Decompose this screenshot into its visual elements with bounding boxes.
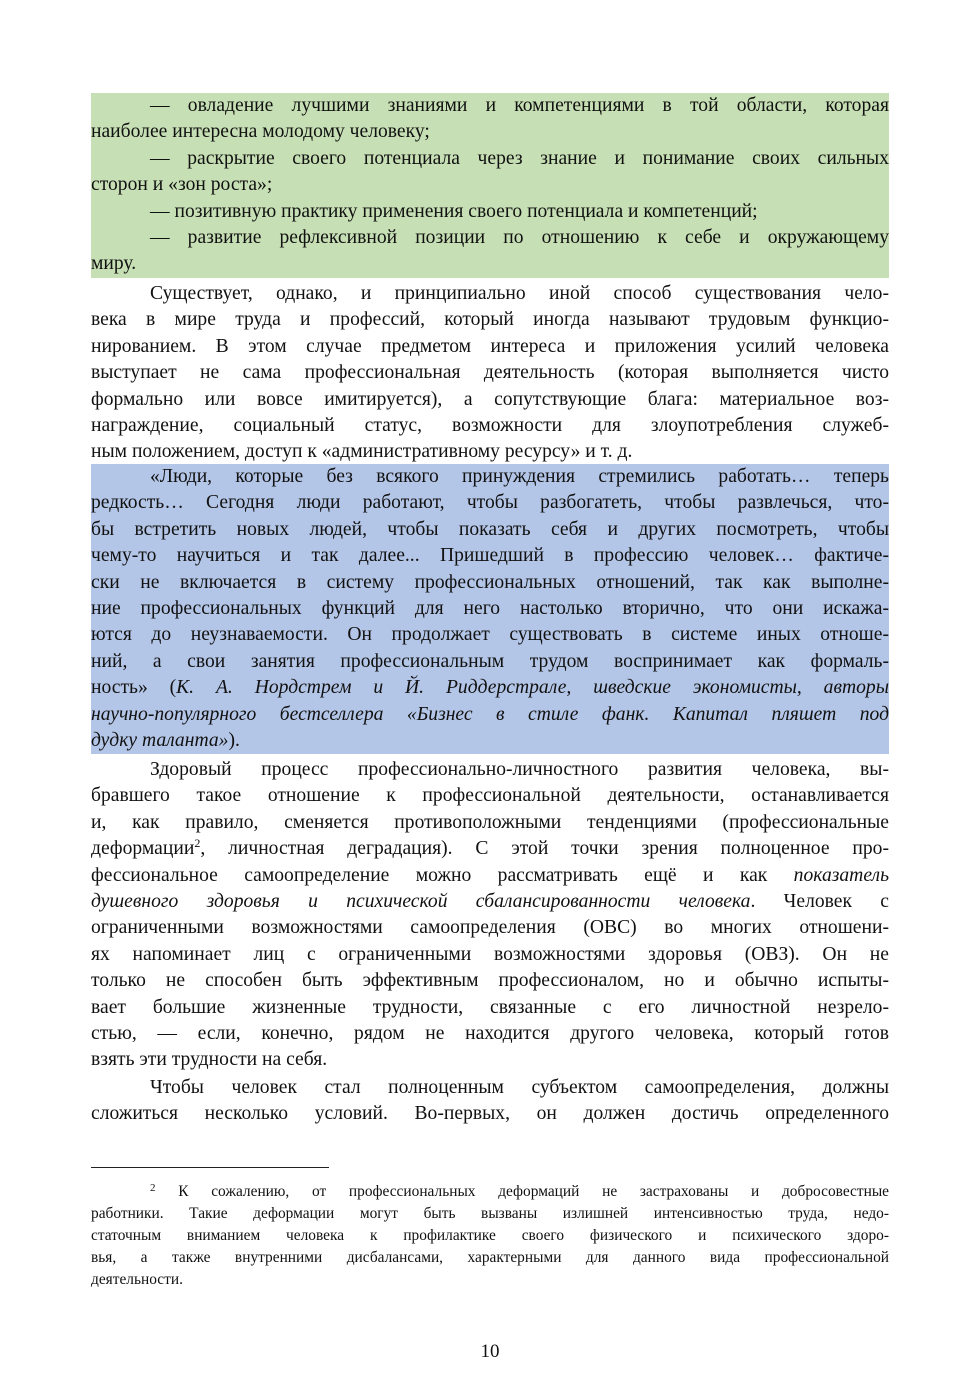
footnote-separator: [91, 1167, 329, 1168]
text-line: Чтобы человек стал полноценным субъектом самоопределения, должны: [150, 1077, 889, 1098]
footnote-reference[interactable]: 2: [194, 836, 201, 851]
quote-line: ние профессиональных функций для него настолько вторично, что они искажа-: [91, 597, 889, 619]
quote-attribution-line: научно-популярного бестселлера «Бизнес в стиле фанк. Капитал пляшет под: [91, 703, 889, 725]
list-item-line: — позитивную практику применения своего потенциала и компетенций;: [150, 200, 758, 222]
page-number: 10: [480, 1341, 500, 1362]
quote-line: ются до неузнаваемости. Он продолжает существовать в системе иных отноше-: [91, 624, 889, 646]
quote-line: «Люди, которые без всякого принуждения стремились работать… теперь: [150, 466, 889, 487]
text-segment: деформации: [91, 838, 195, 860]
text-segment: К сожалению, от профессиональных деформаций не застрахованы и добросовестные: [155, 1183, 889, 1200]
quote-line: редкость… Сегодня люди работают, чтобы разбогатеть, чтобы развлечься, что-: [91, 492, 889, 514]
text-line: и, как правило, сменяется противоположными тенденциями (профессиональные: [91, 811, 889, 833]
list-item-line: — раскрытие своего потенциала через знание и понимание своих сильных: [150, 147, 889, 169]
text-line: взять эти трудности на себя.: [91, 1049, 328, 1071]
green-highlight-block: [91, 93, 889, 278]
quote-line: чему-то научиться и так далее... Пришедший в профессию человек… фактиче-: [91, 545, 889, 567]
text-line: стью, — если, конечно, рядом не находится другого человека, который готов: [91, 1022, 889, 1044]
quote-highlight-block: [91, 464, 889, 754]
text-line: ях напоминает лиц с ограниченными возможностями здоровья (ОВЗ). Он не: [91, 943, 889, 965]
quote-close: ).: [228, 729, 240, 751]
list-item-line: — развитие рефлексивной позиции по отношению к себе и окружающему: [150, 226, 889, 248]
quote-line: бы встретить новых людей, чтобы показать себя и других посмотреть, чтобы: [91, 518, 889, 540]
text-line: награждение, социальный статус, возможности для злоупотребления служеб-: [91, 414, 889, 436]
text-segment: , личностная деградация). С этой точки зрения полноценное про-: [200, 838, 889, 860]
text-line: бравшего такое отношение к профессиональной деятельности, останавливается: [91, 785, 889, 807]
text-line: сложиться несколько условий. Во-первых, он должен достичь определенного: [91, 1103, 889, 1125]
text-line: [91, 836, 889, 862]
list-item-line: миру.: [91, 253, 137, 275]
quote-end-text: ность» (: [91, 677, 177, 699]
text-line: Существует, однако, и принципиально иной способ существования чело-: [150, 283, 889, 304]
text-line: Здоровый процесс профессионально-личностного развития человека, вы-: [150, 759, 889, 780]
text-line: ным положением, доступ к «административному ресурсу» и т. д.: [91, 441, 633, 463]
text-line: ограниченными возможностями самоопределения (ОВС) во многих отношени-: [91, 917, 889, 939]
footnote-line: статочным вниманием человека к профилактике своего физического и психического здоро-: [91, 1227, 889, 1244]
text-line: [91, 863, 889, 889]
list-item-line: сторон и «зон роста»;: [91, 174, 273, 196]
quote-attribution: дудку таланта»: [91, 729, 229, 751]
quote-line: [91, 675, 889, 701]
footnote: [91, 1181, 889, 1291]
text-line: века в мире труда и профессий, который иногда называют трудовым функцио-: [91, 309, 889, 331]
footnote-marker: 2: [150, 1182, 156, 1194]
quote-attribution: К. А. Нордстрем и Й. Риддерстрале, шведские экономисты, авторы: [176, 677, 889, 699]
paragraph-2: [91, 757, 889, 1074]
footnote-line: вья, а также внутренними дисбалансами, характерными для данного вида профессиональной: [91, 1249, 889, 1266]
text-segment: . Человек с: [750, 890, 889, 912]
footnote-line: [91, 1181, 889, 1203]
text-line: вает большие жизненные трудности, связанные с его личностной незрело-: [91, 996, 889, 1018]
list-item-line: — овладение лучшими знаниями и компетенциями в той области, которая: [150, 95, 889, 116]
quote-line: ски не включается в систему профессиональных отношений, так как выполне-: [91, 571, 889, 593]
text-line: выступает не сама профессиональная деятельность (которая выполняется чисто: [91, 362, 889, 384]
text-line: формально или вовсе имитируется), а сопутствующие блага: материальное воз-: [91, 388, 889, 410]
emphasis-text: душевного здоровья и психической сбалансированности человека: [91, 890, 751, 912]
text-segment: фессиональное самоопределение можно рассматривать ещё и как: [91, 864, 794, 886]
emphasis-text: показатель: [793, 864, 889, 886]
text-line: нированием. В этом случае предметом интереса и приложения усилий человека: [91, 335, 889, 357]
text-line: [91, 889, 889, 915]
paragraph-3: [91, 1075, 889, 1128]
paragraph-1: [91, 281, 889, 466]
quote-line: [91, 728, 889, 754]
footnote-line: деятельности.: [91, 1271, 183, 1288]
footnote-line: работники. Такие деформации могут быть вызваны излишней интенсивностью труда, недо-: [91, 1205, 889, 1222]
list-item-line: наиболее интересна молодому человеку;: [91, 121, 430, 143]
quote-line: ний, а свои занятия профессиональным трудом воспринимает как формаль-: [91, 650, 889, 672]
text-line: только не способен быть эффективным профессионалом, но и обычно испыты-: [91, 970, 889, 992]
